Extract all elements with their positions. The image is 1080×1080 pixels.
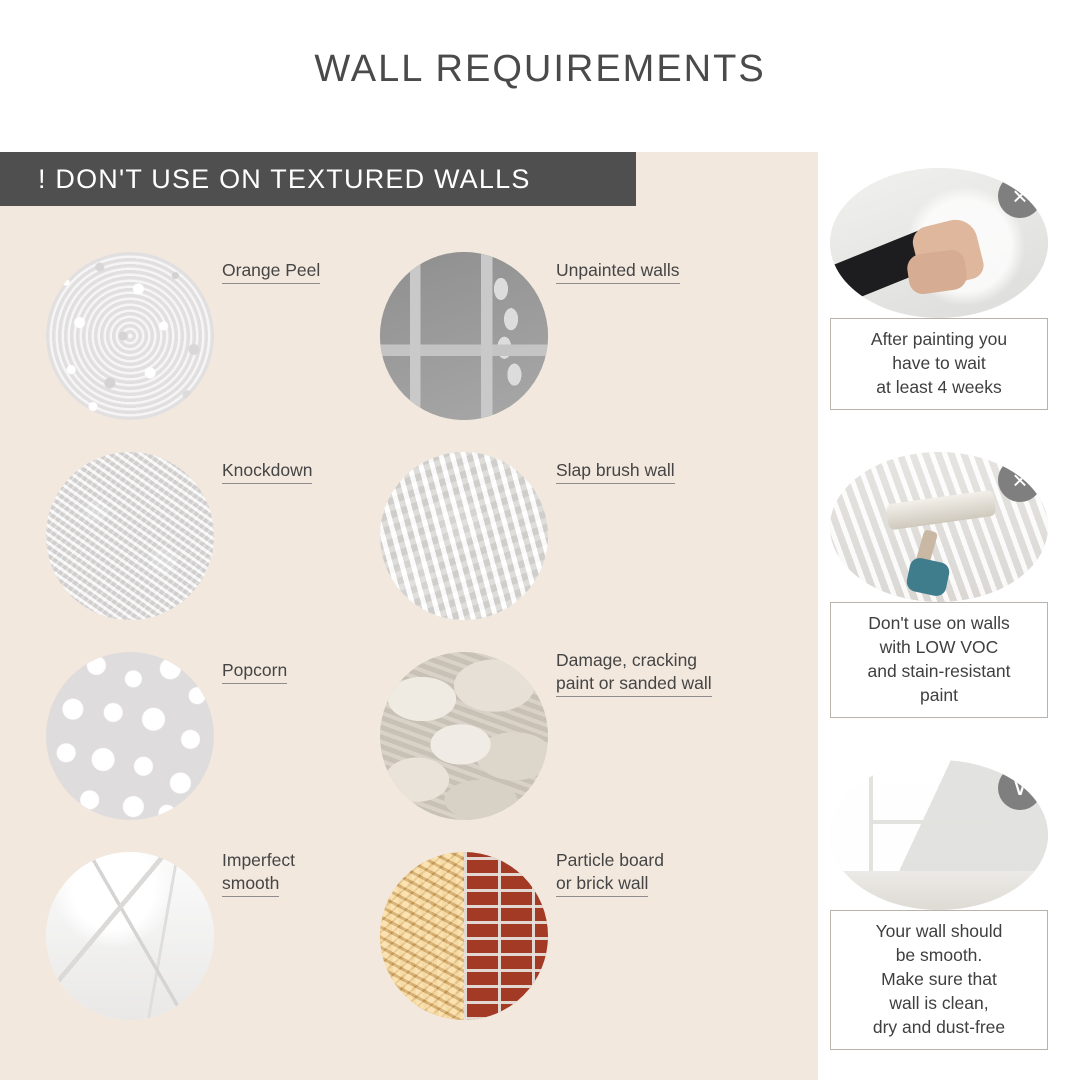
sample-label-wrap: [556, 460, 786, 484]
cross-icon: ×: [998, 458, 1042, 502]
paint-roller-photo: [830, 452, 1048, 602]
sample-label-wrap: [556, 260, 786, 284]
sample-label-line2: or brick wall: [556, 873, 648, 897]
sample-label-line2: paint or sanded wall: [556, 673, 712, 697]
sample-label: Orange Peel: [222, 260, 320, 284]
page-title: WALL REQUIREMENTS: [314, 48, 766, 90]
sample-label-line1: Damage, cracking: [556, 650, 698, 670]
damaged-wall-swatch-icon: [380, 652, 548, 820]
note-line-3: and stain-resistant: [867, 661, 1011, 681]
sample-label-wrap: [556, 850, 806, 897]
note-line-1: Your wall should: [875, 921, 1003, 941]
note-caption: [830, 318, 1048, 410]
particle-board-brick-swatch-icon: [380, 852, 548, 1020]
note-line-2: with LOW VOC: [879, 637, 999, 657]
popcorn-texture-swatch-icon: [46, 652, 214, 820]
sample-label: Slap brush wall: [556, 460, 675, 484]
note-caption: [830, 602, 1048, 718]
sample-label-wrap: [556, 650, 806, 697]
note-low-voc: [830, 452, 1048, 718]
note-line-3: at least 4 weeks: [876, 377, 1002, 397]
note-caption: [830, 910, 1048, 1050]
note-wait-4-weeks: [830, 168, 1048, 410]
sample-label: Knockdown: [222, 460, 312, 484]
note-line-2: have to wait: [892, 353, 986, 373]
sample-label-line1: Imperfect: [222, 850, 295, 870]
sample-grid: [0, 152, 818, 1080]
sample-label: Unpainted walls: [556, 260, 680, 284]
sample-label-line2: smooth: [222, 873, 279, 897]
sample-label: Popcorn: [222, 660, 287, 684]
knockdown-texture-swatch-icon: [46, 452, 214, 620]
imperfect-smooth-swatch-icon: [46, 852, 214, 1020]
note-smooth-wall: [830, 760, 1048, 1050]
note-line-1: After painting you: [870, 329, 1008, 349]
unpainted-wall-swatch-icon: [380, 252, 548, 420]
orange-peel-texture-swatch-icon: [46, 252, 214, 420]
note-line-3: Make sure that: [881, 969, 997, 989]
note-line-4: paint: [920, 685, 958, 705]
check-icon: ∨: [998, 766, 1042, 810]
sample-label-line1: Particle board: [556, 850, 664, 870]
smooth-wall-photo: [830, 760, 1048, 910]
note-line-1: Don't use on walls: [868, 613, 1010, 633]
note-line-2: be smooth.: [895, 945, 983, 965]
warning-banner-label: ! DON'T USE ON TEXTURED WALLS: [38, 163, 531, 194]
slap-brush-texture-swatch-icon: [380, 452, 548, 620]
note-line-4: wall is clean,: [889, 993, 989, 1013]
note-line-5: dry and dust-free: [872, 1017, 1006, 1037]
hand-on-wall-photo: [830, 168, 1048, 318]
cross-icon: ×: [998, 174, 1042, 218]
